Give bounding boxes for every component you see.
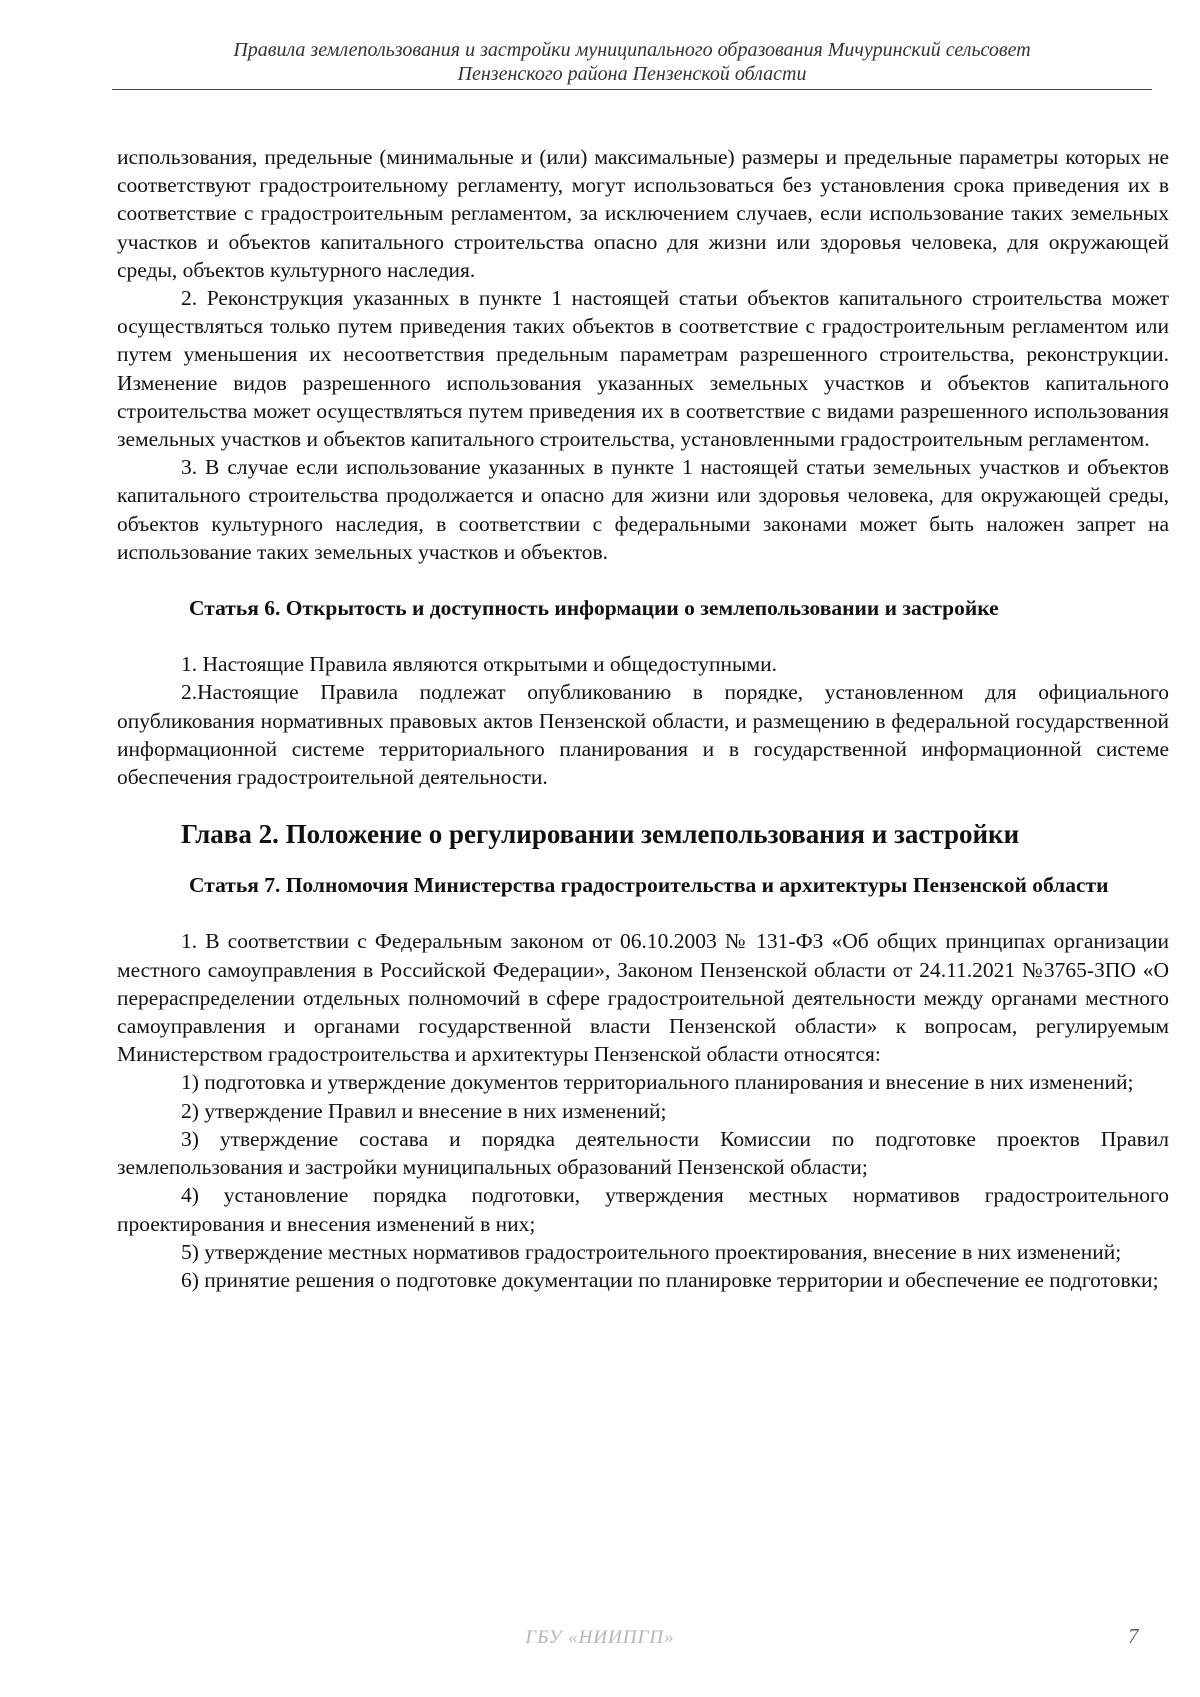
article-7-heading: Статья 7. Полномочия Министерства градостроительства и архитектуры Пензенской области (189, 873, 1109, 898)
list-item: 2) утверждение Правил и внесение в них изменений; (181, 1098, 667, 1123)
paragraph: 2.Настоящие Правила подлежат опубликованию в порядке, установленном для официального опубликования нормативных правовых актов Пензенской области, и размещению в федеральной государственной информационной системе территориального планирования и в государственной информационной системе обеспечения градостроительной деятельности. (117, 680, 1169, 790)
list-item: 5) утверждение местных нормативов градостроительного проектирования, внесение в них изменений; (181, 1239, 1122, 1264)
list-item: 1) подготовка и утверждение документов территориального планирования и внесение в них изменений; (181, 1070, 1134, 1095)
chapter-2-heading: Глава 2. Положение о регулировании землепользования и застройки (181, 819, 1020, 850)
paragraph: 1. В соответствии с Федеральным законом от 06.10.2003 № 131-ФЗ «Об общих принципах организации местного самоуправления в Российской Федерации», Законом Пензенской области от 24.11.2021 №3765-ЗПО «О перераспределении отдельных полномочий в сфере градостроительной деятельности между органами местного самоуправления и органами государственной власти Пензенской области» к вопросам, регулируемым Министерством градостроительства и архитектуры Пензенской области относятся: (117, 929, 1169, 1067)
header-divider (112, 89, 1152, 90)
paragraph: использования, предельные (минимальные и (или) максимальные) размеры и предельные параметры которых не соответствуют градостроительному регламенту, могут использоваться без установления срока приведения их в соответствие с градостроительным регламентом, за исключением случаев, если использование таких земельных участков и объектов капитального строительства опасно для жизни или здоровья человека, для окружающей среды, объектов культурного наследия. (117, 145, 1169, 282)
paragraph: 2. Реконструкция указанных в пункте 1 настоящей статьи объектов капитального строительства может осуществляться только путем приведения таких объектов в соответствие с градостроительным регламентом или путем уменьшения их несоответствия предельным параметрам разрешенного строительства, реконструкции. Изменение видов разрешенного использования указанных земельных участков и объектов капитального строительства может осуществляться путем приведения их в соответствие с видами разрешенного использования земельных участков и объектов капитального строительства, установленными градостроительным регламентом. (117, 286, 1169, 452)
list-item: 3) утверждение состава и порядка деятельности Комиссии по подготовке проектов Правил землепользования и застройки муниципальных образований Пензенской области; (117, 1126, 1169, 1180)
page-body (117, 143, 1169, 1294)
page-number: 7 (1128, 1624, 1139, 1648)
article-6-heading: Статья 6. Открытость и доступность информации о землепользовании и застройке (189, 596, 999, 621)
list-item: 4) установление порядка подготовки, утверждения местных нормативов градостроительного проектирования и внесения изменений в них; (117, 1183, 1169, 1236)
paragraph: 3. В случае если использование указанных в пункте 1 настоящей статьи земельных участков и объектов капитального строительства продолжается и опасно для жизни или здоровья человека, для окружающей среды, объектов культурного наследия, в соответствии с федеральными законами может быть наложен запрет на использование таких земельных участков и объектов. (117, 455, 1169, 564)
header-line-2: Пензенского района Пензенской области (457, 63, 807, 85)
list-item: 6) принятие решения о подготовке документации по планировке территории и обеспечение ее подготовки; (181, 1267, 1159, 1292)
footer-organization: ГБУ «НИИПГП» (525, 1627, 675, 1648)
running-header (112, 38, 1152, 86)
paragraph: 1. Настоящие Правила являются открытыми и общедоступными. (181, 652, 777, 677)
header-line-1: Правила землепользования и застройки муниципального образования Мичуринский сельсовет (233, 39, 1031, 61)
